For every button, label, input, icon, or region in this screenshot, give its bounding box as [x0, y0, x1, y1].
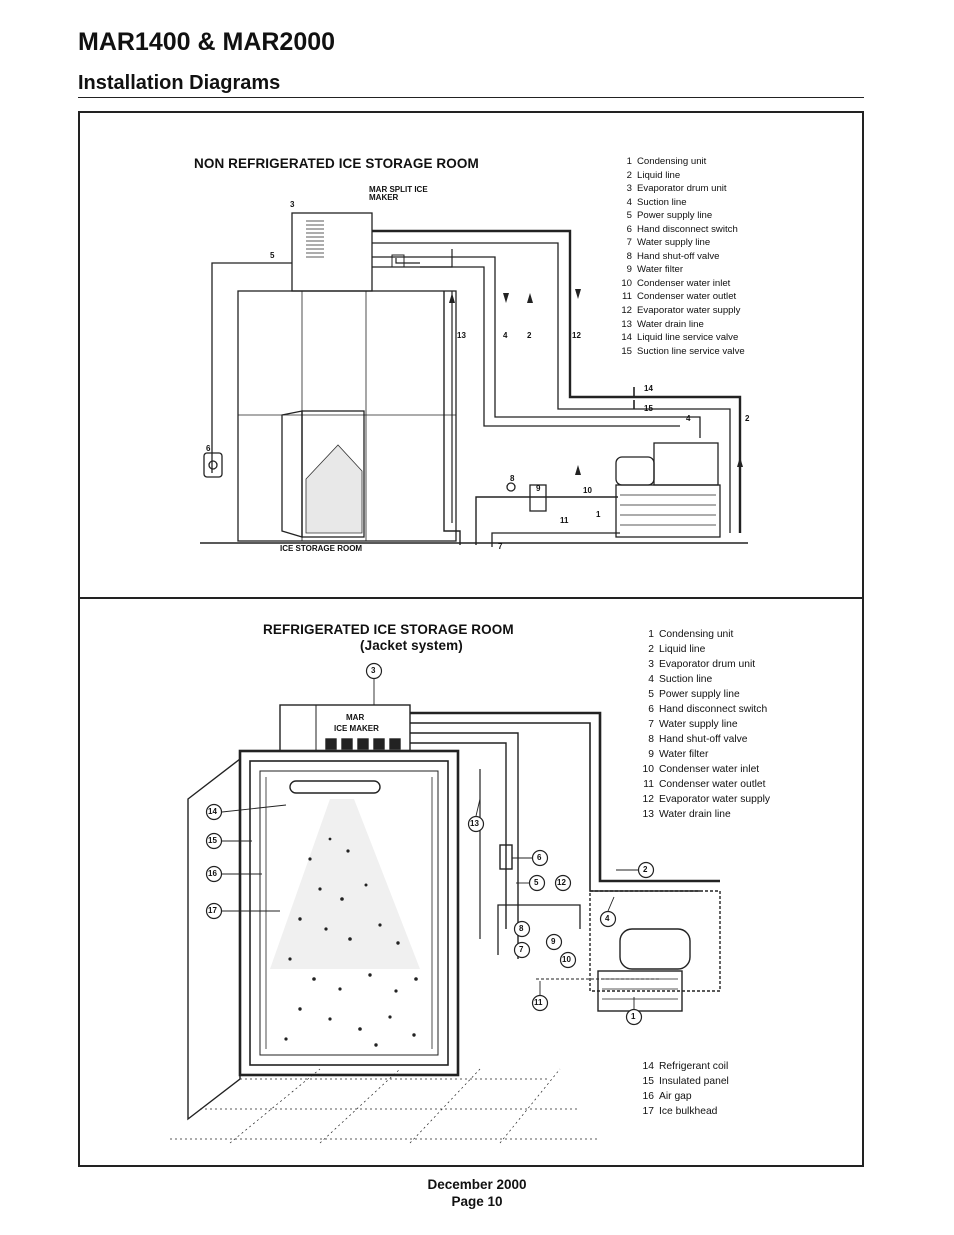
callout-14: 14 [644, 384, 653, 393]
callout-13: 13 [457, 331, 466, 340]
legend-item: 16 Air gap [642, 1091, 692, 1102]
callout-3: 3 [371, 666, 376, 675]
callout-7: 7 [519, 945, 524, 954]
legend-item: 10 Condenser water inlet [642, 764, 760, 775]
legend-item: 3 Evaporator drum unit [626, 183, 727, 195]
legend-item: 9 Water filter [648, 749, 709, 760]
legend-item: 2 Liquid line [626, 169, 681, 181]
callout-2b: 2 [745, 414, 750, 423]
legend-item: 6 Hand disconnect switch [648, 704, 768, 715]
callout-13: 13 [470, 819, 479, 828]
hand-disconnect-switch [204, 453, 222, 477]
legend-item: 11 Condenser water outlet [643, 779, 766, 790]
callout-15: 15 [208, 836, 217, 845]
callout-12: 12 [557, 878, 566, 887]
room-label: ICE STORAGE ROOM [280, 544, 363, 553]
legend-item: 14 Refrigerant coil [642, 1061, 729, 1072]
callout-7: 7 [498, 542, 503, 551]
callout-4: 4 [503, 331, 508, 340]
legend-item: 6 Hand disconnect switch [626, 223, 738, 235]
top-diagram-panel [80, 113, 862, 597]
ice-maker-label: MAR SPLIT ICE MAKER [369, 185, 428, 202]
callout-11: 11 [534, 998, 543, 1007]
legend-item: 5 Power supply line [626, 210, 713, 222]
callout-9: 9 [536, 484, 541, 493]
legend-item: 15 Insulated panel [642, 1076, 729, 1087]
unit-brand-label: MAR [346, 713, 365, 722]
callout-14: 14 [208, 807, 217, 816]
callout-6: 6 [537, 853, 542, 862]
compressor-bottom [620, 929, 690, 969]
unit-name-label: ICE MAKER [334, 724, 379, 733]
legend-item: 12 Evaporator water supply [621, 305, 741, 317]
footer-date: December 2000 [427, 1177, 527, 1192]
bottom-diagram-panel [80, 599, 862, 1165]
callout-1: 1 [596, 510, 601, 519]
footer-page-number: Page 10 [451, 1194, 503, 1209]
condensing-unit-base [616, 485, 720, 537]
top-diagram-title: NON REFRIGERATED ICE STORAGE ROOM [194, 156, 479, 171]
callout-16: 16 [208, 869, 217, 878]
callout-15: 15 [644, 404, 653, 413]
legend-item: 7 Water supply line [626, 237, 711, 249]
legend-item: 13 Water drain line [642, 809, 731, 820]
callout-5: 5 [534, 878, 539, 887]
legend-item: 10 Condenser water inlet [621, 277, 731, 289]
compressor-head [654, 443, 718, 485]
callout-6: 6 [206, 444, 211, 453]
legend-item: 7 Water supply line [648, 719, 738, 730]
callout-5: 5 [270, 251, 275, 260]
legend-item: 14 Liquid line service valve [621, 332, 739, 344]
document-title: MAR1400 & MAR2000 [78, 28, 336, 56]
callout-4: 4 [605, 914, 610, 923]
legend-item: 8 Hand shut-off valve [648, 734, 748, 745]
callout-11: 11 [560, 516, 569, 525]
callout-10: 10 [583, 486, 592, 495]
legend-item: 8 Hand shut-off valve [626, 250, 720, 262]
legend-item: 9 Water filter [626, 264, 684, 276]
bottom-diagram-title: REFRIGERATED ICE STORAGE ROOM [263, 622, 514, 637]
legend-item: 15 Suction line service valve [621, 345, 745, 357]
bottom-legend-extra [640, 1059, 729, 1119]
legend-item: 4 Suction line [648, 674, 713, 685]
bottom-legend [640, 627, 770, 822]
callout-2: 2 [527, 331, 532, 340]
callout-8: 8 [519, 924, 524, 933]
legend-item: 2 Liquid line [648, 644, 706, 655]
callout-9: 9 [551, 937, 556, 946]
compressor-motor [616, 457, 654, 485]
top-legend [618, 155, 745, 358]
legend-item: 17 Ice bulkhead [642, 1106, 718, 1117]
ice-maker-unit [292, 213, 372, 291]
condensing-unit-housing [590, 891, 720, 991]
callout-10: 10 [562, 955, 571, 964]
legend-item: 1 Condensing unit [626, 156, 707, 167]
legend-item: 1 Condensing unit [648, 629, 734, 640]
callout-1: 1 [631, 1012, 636, 1021]
callout-3: 3 [290, 200, 295, 209]
bottom-diagram-subtitle: (Jacket system) [360, 638, 463, 653]
callout-2: 2 [643, 865, 648, 874]
header-rule [78, 97, 864, 98]
callout-17: 17 [208, 906, 217, 915]
callout-4b: 4 [686, 414, 691, 423]
legend-item: 12 Evaporator water supply [642, 794, 771, 805]
legend-item: 13 Water drain line [621, 318, 704, 330]
legend-item: 4 Suction line [626, 196, 687, 208]
legend-item: 11 Condenser water outlet [622, 291, 737, 303]
callout-8: 8 [510, 474, 515, 483]
legend-item: 5 Power supply line [648, 689, 740, 700]
callout-12: 12 [572, 331, 581, 340]
section-title: Installation Diagrams [78, 72, 281, 94]
page-footer [0, 1176, 954, 1210]
legend-item: 3 Evaporator drum unit [648, 659, 756, 670]
